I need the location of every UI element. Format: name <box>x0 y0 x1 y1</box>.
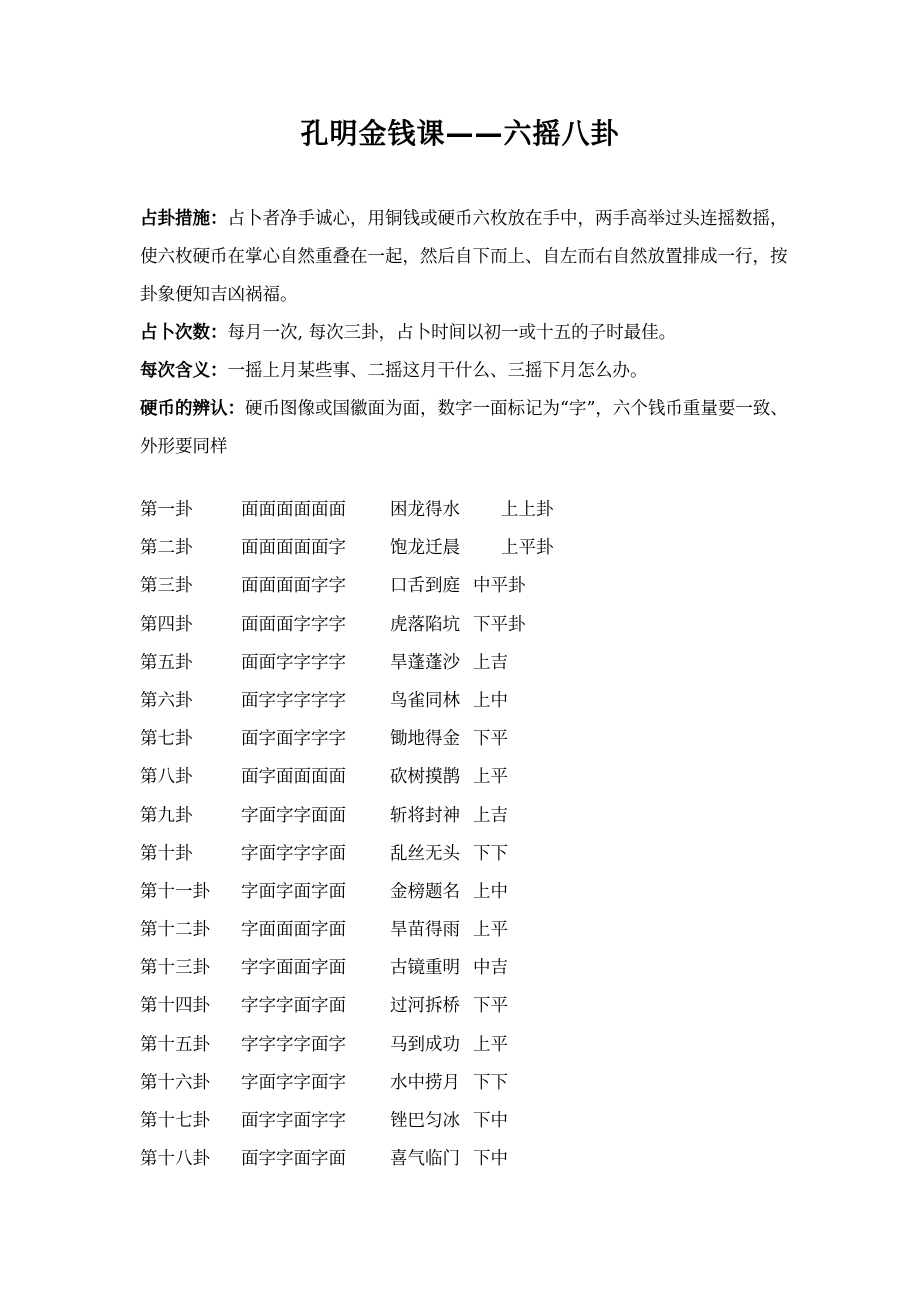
hexagram-row <box>140 606 788 644</box>
hexagram-rank: 上中 <box>473 881 508 902</box>
hexagram-pattern: 面字面字字字 <box>241 729 346 750</box>
hexagram-pattern: 面字面面面面 <box>241 767 346 788</box>
hexagram-pattern: 字面字字面面 <box>241 805 346 826</box>
hexagram-number: 第七卦 <box>140 729 193 750</box>
intro-text: 硬币图像或国徽面为面，数字一面标记为“字”，六个钱币重量要一致、外形要同样 <box>140 399 788 457</box>
intro-text: 一摇上月某些事、二摇这月干什么、三摇下月怎么办。 <box>227 361 648 381</box>
hexagram-rank: 上平卦 <box>501 538 554 559</box>
hexagram-name: 古镜重明 <box>390 958 460 979</box>
hexagram-number: 第十一卦 <box>140 881 210 902</box>
hexagram-row <box>140 567 788 605</box>
hexagram-rank: 上吉 <box>473 805 508 826</box>
intro-paragraph-frequency <box>140 314 788 352</box>
intro-text: 每月一次, 每次三卦，占卜时间以初一或十五的子时最佳。 <box>227 323 677 343</box>
hexagram-pattern: 字字字面字面 <box>241 996 346 1017</box>
hexagram-rank: 下中 <box>473 1111 508 1131</box>
hexagram-name: 虎落陷坑 <box>390 614 460 635</box>
hexagram-name: 饱龙迁晨 <box>390 538 460 559</box>
hexagram-number: 第十六卦 <box>140 1072 210 1093</box>
hexagram-rank: 上平 <box>473 920 508 941</box>
hexagram-row <box>140 1026 788 1064</box>
hexagram-row <box>140 758 788 796</box>
hexagram-rank: 中吉 <box>473 958 508 979</box>
hexagram-number: 第十卦 <box>140 843 193 864</box>
hexagram-name: 过河拆桥 <box>390 996 460 1017</box>
intro-label: 占卦措施 <box>140 209 210 229</box>
hexagram-number: 第十三卦 <box>140 958 210 979</box>
hexagram-rank: 下中 <box>473 1149 508 1170</box>
hexagram-number: 第十七卦 <box>140 1111 210 1131</box>
intro-paragraph-method <box>140 200 788 314</box>
hexagram-name: 金榜题名 <box>390 881 460 902</box>
hexagram-row <box>140 1102 788 1140</box>
hexagram-rank: 下下 <box>473 1072 508 1093</box>
hexagram-pattern: 字字字字面字 <box>241 1034 346 1055</box>
intro-paragraph-coin-identification <box>140 390 788 466</box>
hexagram-rank: 下平 <box>473 996 508 1017</box>
hexagram-pattern: 面面面面字字 <box>241 576 346 597</box>
hexagram-pattern: 面面面字字字 <box>241 614 346 635</box>
hexagram-name: 锉巴匀冰 <box>390 1111 460 1131</box>
hexagram-rank: 上平 <box>473 767 508 788</box>
hexagram-pattern: 面字字字字字 <box>241 690 346 711</box>
hexagram-rank: 上中 <box>473 690 508 711</box>
hexagram-row <box>140 797 788 835</box>
hexagram-row <box>140 1140 788 1178</box>
hexagram-number: 第十二卦 <box>140 920 210 941</box>
hexagram-row <box>140 911 788 949</box>
hexagram-name: 喜气临门 <box>390 1149 460 1170</box>
hexagram-rank: 下平卦 <box>473 614 526 635</box>
hexagram-rank: 下平 <box>473 729 508 750</box>
hexagram-pattern: 字面字字字面 <box>241 843 346 864</box>
hexagram-pattern: 字字面面字面 <box>241 958 346 979</box>
hexagram-row <box>140 720 788 758</box>
hexagram-row <box>140 644 788 682</box>
hexagram-name: 马到成功 <box>390 1034 460 1055</box>
hexagram-number: 第九卦 <box>140 805 193 826</box>
hexagram-pattern: 字面字字面字 <box>241 1072 346 1093</box>
hexagram-row <box>140 491 788 529</box>
hexagram-name: 水中捞月 <box>390 1072 460 1093</box>
intro-label-separator: ： <box>227 399 245 419</box>
hexagram-number: 第一卦 <box>140 500 193 520</box>
hexagram-row <box>140 835 788 873</box>
hexagram-pattern: 面面面面面字 <box>241 538 346 559</box>
intro-label-separator: ： <box>210 361 228 381</box>
hexagram-number: 第二卦 <box>140 538 193 559</box>
intro-text: 占卜者净手诚心，用铜钱或硬币六枚放在手中，两手高举过头连摇数摇，使六枚硬币在掌心自然重叠在一起，然后自下而上、自左而右自然放置排成一行，按卦象便知吉凶祸福。 <box>140 209 788 305</box>
hexagram-number: 第八卦 <box>140 767 193 788</box>
hexagram-name: 乱丝无头 <box>390 843 460 864</box>
hexagram-name: 困龙得水 <box>390 500 460 520</box>
hexagram-number: 第三卦 <box>140 576 193 597</box>
hexagram-pattern: 面字字面字面 <box>241 1149 346 1170</box>
hexagram-rank: 上平 <box>473 1034 508 1055</box>
intro-label-separator: ： <box>210 323 228 343</box>
hexagram-number: 第十五卦 <box>140 1034 210 1055</box>
hexagram-number: 第十八卦 <box>140 1149 210 1170</box>
hexagram-row <box>140 529 788 567</box>
hexagram-list <box>140 491 788 1178</box>
hexagram-rank: 上上卦 <box>501 500 554 520</box>
hexagram-rank: 下下 <box>473 843 508 864</box>
hexagram-name: 鸟雀同林 <box>390 690 460 711</box>
hexagram-name: 砍树摸鹊 <box>390 767 460 788</box>
hexagram-number: 第四卦 <box>140 614 193 635</box>
page-title: 孔明金钱课——六摇八卦 <box>300 117 620 150</box>
hexagram-row <box>140 682 788 720</box>
hexagram-pattern: 字面字面字面 <box>241 881 346 902</box>
hexagram-name: 旱蓬蓬沙 <box>390 652 460 673</box>
intro-label: 每次含义 <box>140 361 210 381</box>
hexagram-rank: 上吉 <box>473 652 508 673</box>
hexagram-row <box>140 987 788 1025</box>
intro-label: 占卜次数 <box>140 323 210 343</box>
hexagram-number: 第十四卦 <box>140 996 210 1017</box>
hexagram-name: 旱苗得雨 <box>390 920 460 941</box>
hexagram-pattern: 面字字面字字 <box>241 1111 346 1131</box>
intro-paragraph-meaning <box>140 352 788 390</box>
hexagram-pattern: 面面面面面面 <box>241 500 346 520</box>
hexagram-name: 口舌到庭 <box>390 576 460 597</box>
intro-label: 硬币的辨认 <box>140 399 228 419</box>
hexagram-row <box>140 949 788 987</box>
hexagram-pattern: 字面面面字面 <box>241 920 346 941</box>
intro-section <box>140 200 788 466</box>
hexagram-row <box>140 873 788 911</box>
hexagram-number: 第六卦 <box>140 690 193 711</box>
intro-label-separator: ： <box>210 209 228 229</box>
hexagram-pattern: 面面字字字字 <box>241 652 346 673</box>
hexagram-row <box>140 1064 788 1102</box>
hexagram-rank: 中平卦 <box>473 576 526 597</box>
hexagram-number: 第五卦 <box>140 652 193 673</box>
hexagram-name: 斩将封神 <box>390 805 460 826</box>
hexagram-name: 锄地得金 <box>390 729 460 750</box>
